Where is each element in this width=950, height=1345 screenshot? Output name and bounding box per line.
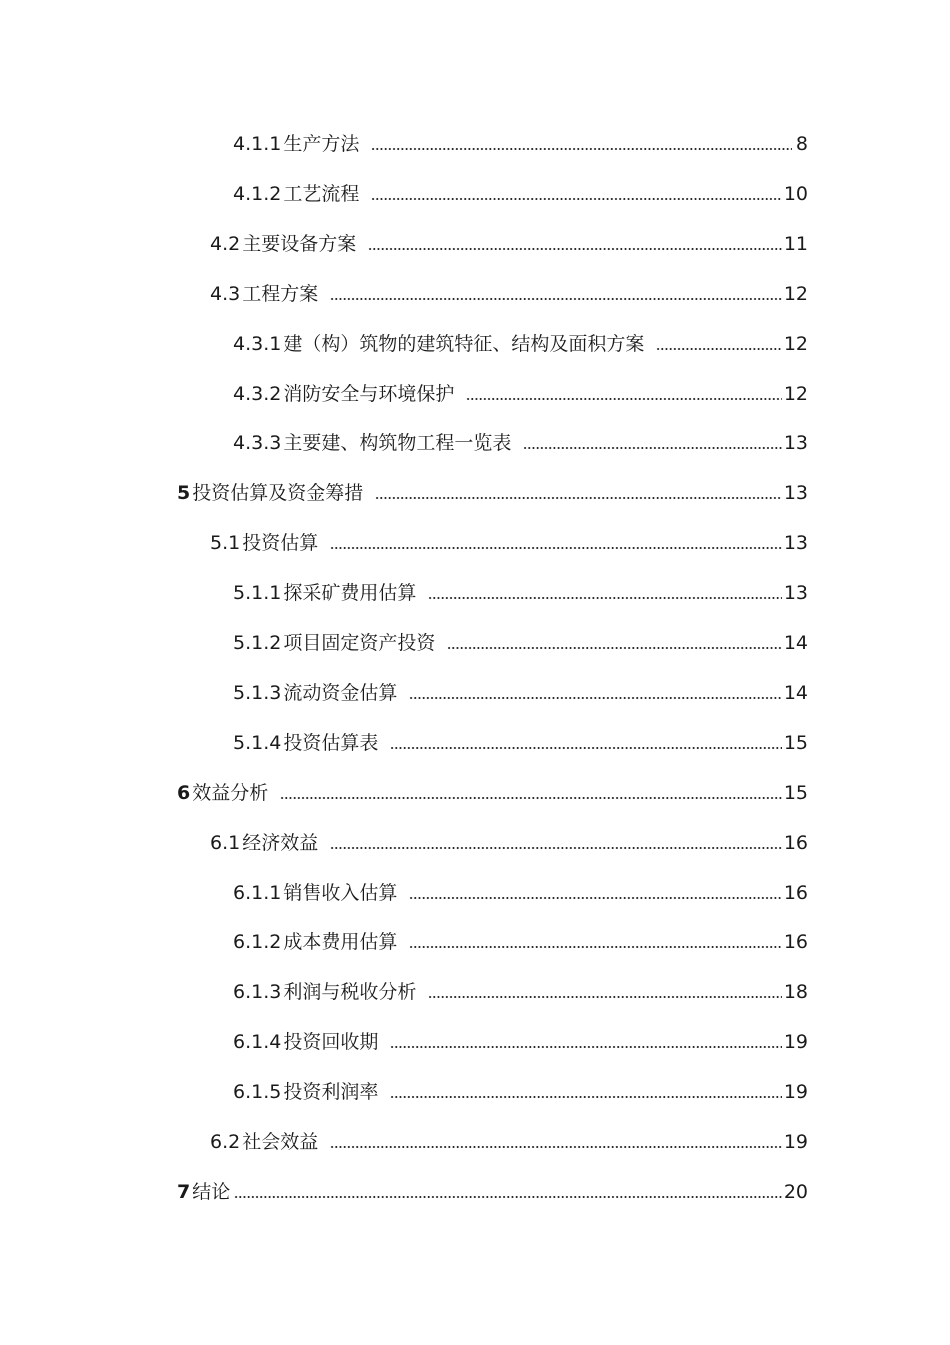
- toc-entry[interactable]: [210, 226, 808, 256]
- toc-entry[interactable]: [177, 1174, 808, 1204]
- toc-entry-page-number: 16: [783, 881, 808, 904]
- toc-entry[interactable]: [233, 625, 808, 655]
- toc-entry-page-number: 19: [783, 1031, 808, 1054]
- toc-dot-leader: [523, 447, 781, 449]
- toc-entry[interactable]: [210, 1124, 808, 1154]
- toc-dot-leader: [234, 1196, 782, 1198]
- toc-entry-page-number: 15: [783, 731, 808, 754]
- toc-entry-title: 投资估算及资金筹措: [192, 482, 364, 505]
- toc-entry-number: 6.1.1: [233, 881, 282, 904]
- toc-entry-page-number: 13: [783, 432, 808, 455]
- toc-entry[interactable]: [233, 675, 808, 705]
- toc-dot-leader: [390, 747, 781, 749]
- toc-entry-title: 社会效益: [242, 1131, 319, 1153]
- toc-entry[interactable]: [210, 825, 808, 855]
- toc-entry-title: 工艺流程: [283, 182, 360, 205]
- toc-entry-page-number: 12: [783, 382, 808, 405]
- toc-entry-page-number: 11: [783, 232, 808, 255]
- toc-dot-leader: [409, 946, 781, 948]
- toc-dot-leader: [409, 697, 781, 699]
- toc-dot-leader: [428, 996, 781, 998]
- toc-entry-page-number: 8: [795, 133, 808, 155]
- toc-entry-title: 生产方法: [283, 133, 360, 155]
- toc-entry-title: 流动资金估算: [283, 681, 398, 704]
- toc-dot-leader: [656, 348, 781, 350]
- toc-entry-title: 投资回收期: [283, 1031, 379, 1054]
- toc-dot-leader: [466, 398, 781, 400]
- toc-dot-leader: [330, 847, 782, 849]
- toc-entry-number: 6.2: [210, 1131, 241, 1153]
- toc-entry-title: 销售收入估算: [283, 881, 398, 904]
- toc-dot-leader: [371, 148, 792, 150]
- toc-entry-number: 4.1.1: [233, 133, 282, 155]
- toc-entry-number: 4.2: [210, 232, 241, 255]
- toc-entry[interactable]: [233, 875, 808, 905]
- toc-entry-title: 结论: [192, 1180, 231, 1203]
- toc-entry-page-number: 16: [783, 931, 808, 954]
- toc-dot-leader: [390, 1096, 781, 1098]
- toc-entry[interactable]: [233, 425, 808, 455]
- toc-dot-leader: [368, 248, 782, 250]
- toc-entry-title: 投资利润率: [283, 1081, 379, 1104]
- toc-entry-page-number: 18: [783, 981, 808, 1004]
- toc-dot-leader: [409, 897, 781, 899]
- toc-dot-leader: [390, 1046, 781, 1048]
- toc-dot-leader: [330, 547, 782, 549]
- toc-entry-page-number: 10: [783, 182, 808, 205]
- toc-entry-title: 项目固定资产投资: [283, 632, 436, 654]
- toc-entry-title: 主要设备方案: [242, 232, 357, 255]
- toc-entry-title: 消防安全与环境保护: [283, 382, 455, 405]
- toc-entry-number: 6.1: [210, 831, 241, 854]
- toc-entry-title: 效益分析: [192, 781, 269, 804]
- toc-entry-title: 利润与税收分析: [283, 981, 417, 1004]
- toc-entry[interactable]: [233, 575, 808, 605]
- toc-entry-title: 成本费用估算: [283, 931, 398, 954]
- toc-dot-leader: [371, 198, 781, 200]
- toc-entry-page-number: 19: [783, 1081, 808, 1104]
- toc-entry-page-number: 14: [783, 681, 808, 704]
- toc-entry-page-number: 19: [783, 1131, 808, 1153]
- toc-entry[interactable]: [233, 326, 808, 356]
- toc-entry-number: 5.1.2: [233, 632, 282, 654]
- toc-entry-number: 6.1.5: [233, 1081, 282, 1104]
- toc-entry-number: 5.1.1: [233, 582, 282, 605]
- toc-entry-number: 6: [177, 781, 191, 804]
- toc-entry[interactable]: [233, 974, 808, 1004]
- toc-entry-page-number: 13: [783, 482, 808, 505]
- toc-dot-leader: [280, 797, 782, 799]
- toc-entry-number: 6.1.4: [233, 1031, 282, 1054]
- toc-entry-number: 6.1.3: [233, 981, 282, 1004]
- toc-entry-number: 5.1.3: [233, 681, 282, 704]
- toc-entry[interactable]: [210, 276, 808, 306]
- toc-entry[interactable]: [233, 126, 808, 156]
- toc-entry-number: 5: [177, 482, 191, 505]
- toc-entry-page-number: 16: [783, 831, 808, 854]
- toc-dot-leader: [375, 497, 782, 499]
- toc-entry-page-number: 14: [783, 632, 808, 654]
- toc-entry-number: 4.3.3: [233, 432, 282, 455]
- toc-entry-title: 建（构）筑物的建筑特征、结构及面积方案: [283, 332, 645, 355]
- toc-entry-number: 5.1: [210, 532, 241, 555]
- toc-entry-page-number: 12: [783, 332, 808, 355]
- toc-entry-number: 4.3.2: [233, 382, 282, 405]
- toc-entry-title: 投资估算表: [283, 731, 379, 754]
- toc-entry-number: 4.1.2: [233, 182, 282, 205]
- toc-dot-leader: [447, 647, 781, 649]
- toc-entry-number: 7: [177, 1180, 191, 1203]
- toc-entry-page-number: 13: [783, 582, 808, 605]
- toc-entry-page-number: 13: [783, 532, 808, 555]
- toc-entry-page-number: 15: [783, 781, 808, 804]
- toc-entry[interactable]: [233, 924, 808, 954]
- toc-entry-title: 经济效益: [242, 831, 319, 854]
- toc-entry[interactable]: [210, 525, 808, 555]
- toc-entry[interactable]: [233, 376, 808, 406]
- toc-entry[interactable]: [233, 725, 808, 755]
- toc-entry-title: 工程方案: [242, 282, 319, 305]
- toc-entry[interactable]: [233, 1024, 808, 1054]
- toc-entry-page-number: 12: [783, 282, 808, 305]
- toc-entry[interactable]: [177, 775, 808, 805]
- toc-dot-leader: [330, 1146, 782, 1148]
- toc-dot-leader: [330, 298, 782, 300]
- toc-entry[interactable]: [177, 475, 808, 505]
- toc-entry-number: 6.1.2: [233, 931, 282, 954]
- toc-entry-page-number: 20: [783, 1180, 808, 1203]
- toc-entry[interactable]: [233, 1074, 808, 1104]
- toc-entry-title: 主要建、构筑物工程一览表: [283, 432, 512, 455]
- toc-entry-title: 投资估算: [242, 532, 319, 555]
- toc-entry-number: 4.3: [210, 282, 241, 305]
- toc-dot-leader: [428, 597, 781, 599]
- toc-entry[interactable]: [233, 176, 808, 206]
- toc-entry-title: 探采矿费用估算: [283, 582, 417, 605]
- toc-entry-number: 4.3.1: [233, 332, 282, 355]
- toc-entry-number: 5.1.4: [233, 731, 282, 754]
